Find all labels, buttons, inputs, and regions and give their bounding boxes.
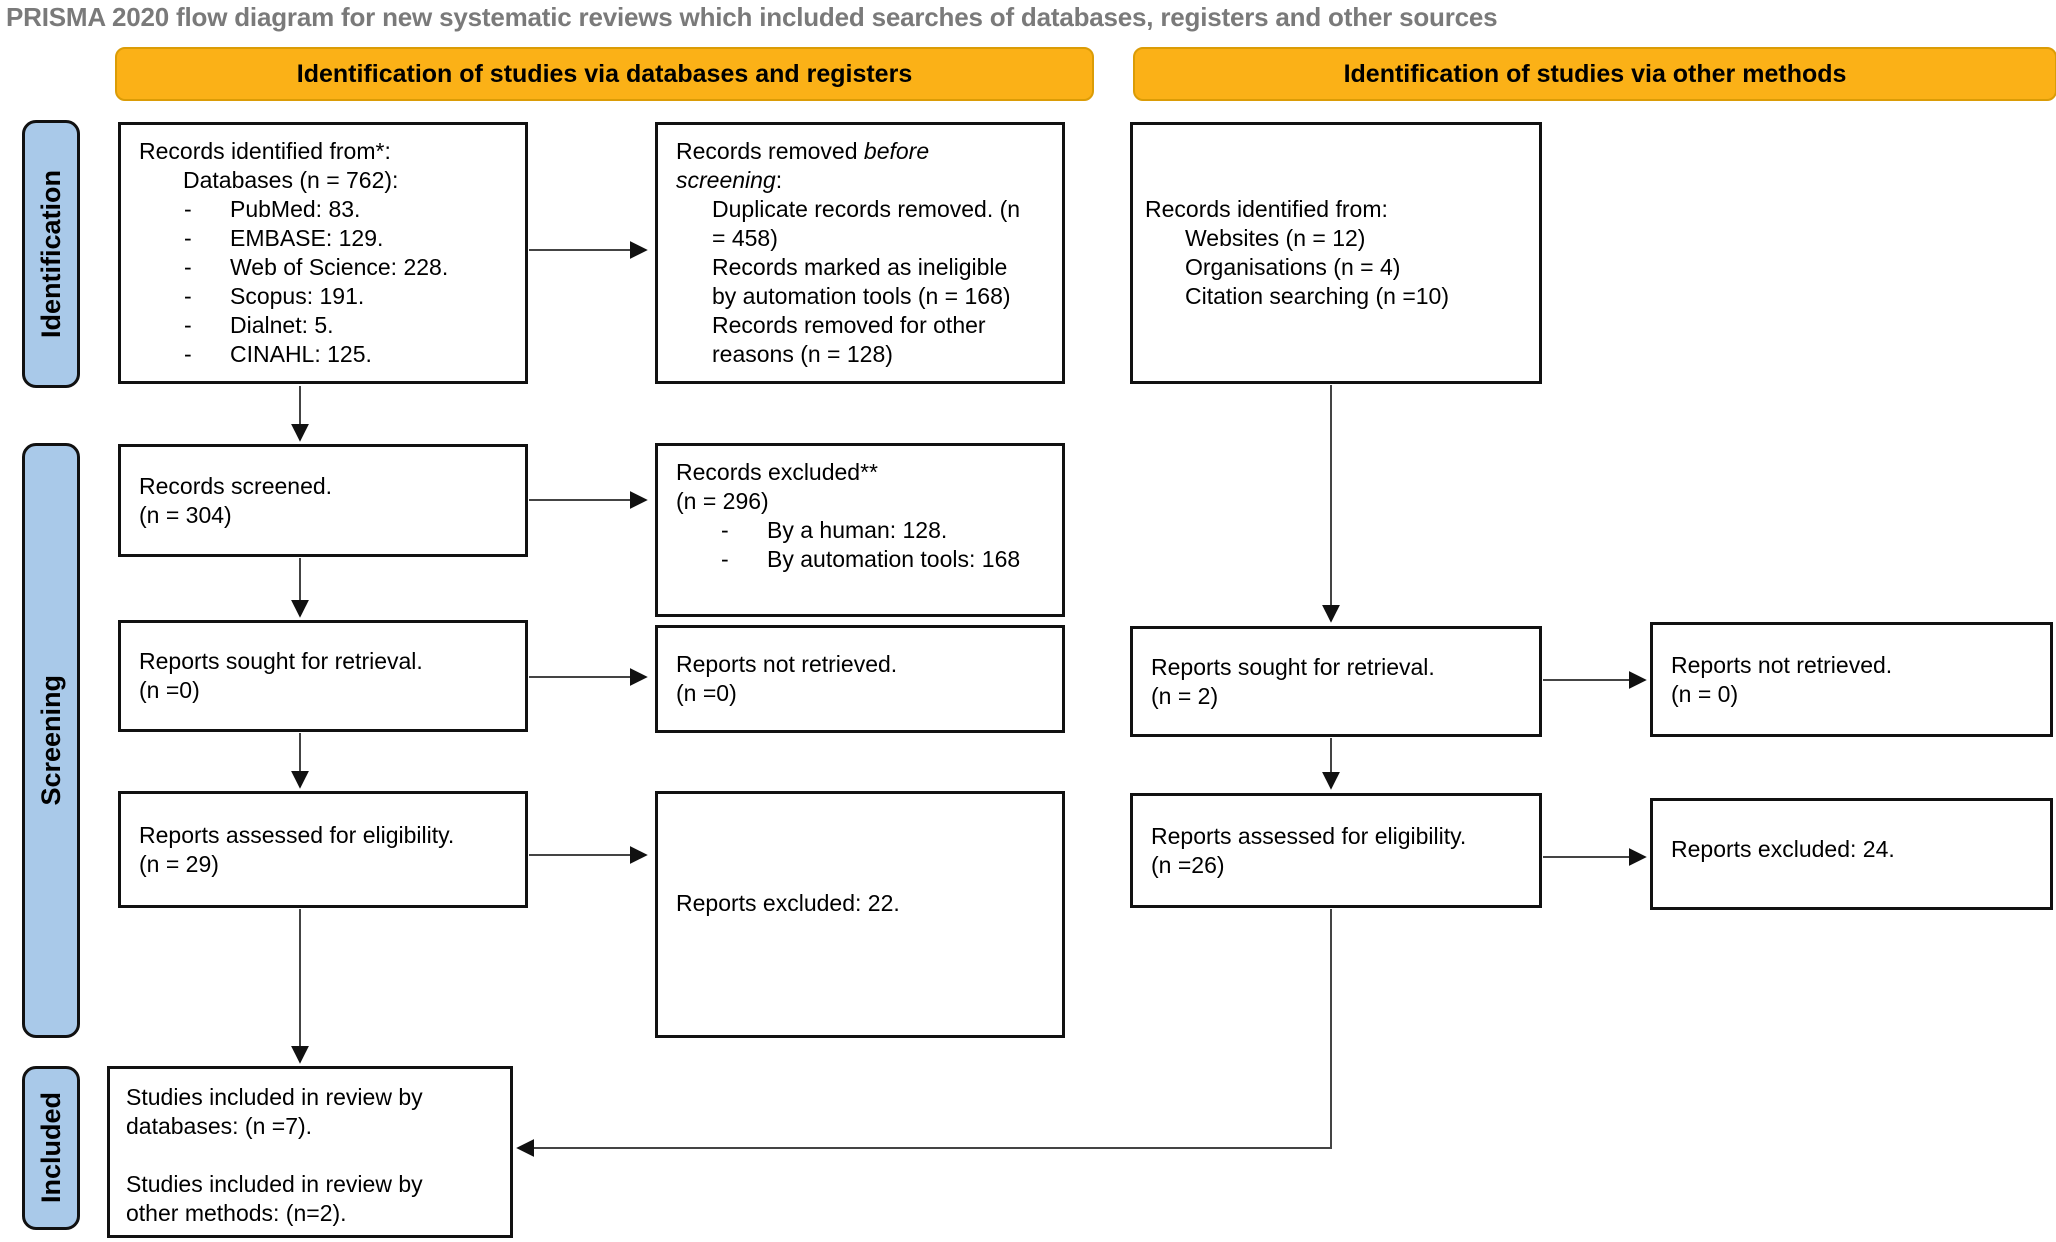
box-line: Reports excluded: 22. (676, 890, 900, 916)
list-item: - By automation tools: 168 (721, 546, 1021, 572)
box-line: Citation searching (n =10) (1185, 283, 1450, 309)
stage-included (22, 1066, 80, 1230)
list-item: - Scopus: 191. (184, 283, 365, 309)
box-line: Reports not retrieved. (1671, 651, 1893, 678)
list-item: - Web of Science: 228. (184, 254, 449, 280)
box-line: Databases (n = 762): (183, 167, 399, 193)
box-line: Records screened. (139, 472, 333, 499)
stage-screening (22, 443, 80, 1038)
list-item: - EMBASE: 129. (184, 225, 384, 251)
box-line: (n = 29) (139, 850, 219, 877)
box-line: (n = 296) (676, 488, 769, 514)
box-line: Reports excluded: 24. (1671, 836, 1895, 862)
box-records-removed-before-screening (655, 122, 1065, 384)
box-reports-sought-other (1130, 626, 1542, 737)
box-reports-sought-databases (118, 620, 528, 732)
box-reports-not-retrieved-other (1650, 622, 2053, 737)
stage-identification (22, 120, 80, 388)
box-reports-assessed-other (1130, 793, 1542, 908)
box-line: (n =0) (676, 680, 737, 706)
stage-identification-label: Identification (35, 170, 66, 338)
box-reports-excluded-databases (655, 791, 1065, 1038)
box-records-identified-other (1130, 122, 1542, 384)
box-records-identified-databases (118, 122, 528, 384)
list-item: - PubMed: 83. (184, 196, 361, 222)
box-reports-assessed-databases (118, 791, 528, 908)
box-line: Studies included in review by other methods: (n=2). (126, 1171, 423, 1226)
box-line: Records identified from: (1145, 196, 1388, 222)
box-line: Reports assessed for eligibility. (1151, 822, 1467, 849)
band-header-other-methods: Identification of studies via other methods (1133, 47, 2056, 101)
list-item: - Dialnet: 5. (184, 312, 334, 338)
box-line: Records removed for other reasons (n = 128) (712, 312, 986, 367)
box-line: Records removed before screening: (676, 138, 930, 193)
box-studies-included (107, 1066, 513, 1238)
box-line: Records excluded** (676, 459, 879, 485)
box-line: Records identified from*: (139, 138, 391, 164)
stage-screening-label: Screening (35, 675, 66, 806)
box-records-screened (118, 444, 528, 557)
box-line: (n = 304) (139, 501, 232, 528)
box-reports-excluded-other (1650, 798, 2053, 910)
band-header-databases-registers: Identification of studies via databases and registers (115, 47, 1094, 101)
box-line: Studies included in review by databases: (n =7). (126, 1084, 423, 1139)
box-line: Reports sought for retrieval. (139, 648, 423, 674)
box-line: Reports sought for retrieval. (1151, 653, 1435, 680)
box-line: Duplicate records removed. (n = 458) (712, 196, 1021, 251)
list-item: - By a human: 128. (721, 517, 948, 543)
box-line: Reports assessed for eligibility. (139, 821, 455, 848)
box-line: (n =0) (139, 677, 200, 703)
box-line: Reports not retrieved. (676, 651, 898, 677)
diagram-title: PRISMA 2020 flow diagram for new systematic reviews which included searches of databases, registers and other sources (6, 2, 1498, 32)
box-line: Organisations (n = 4) (1185, 254, 1401, 280)
box-records-excluded (655, 443, 1065, 617)
box-line: (n = 0) (1671, 680, 1739, 707)
box-line: (n = 2) (1151, 682, 1219, 709)
list-item: - CINAHL: 125. (184, 341, 372, 367)
box-reports-not-retrieved-databases (655, 625, 1065, 733)
box-line: (n =26) (1151, 851, 1225, 878)
stage-included-label: Included (35, 1092, 66, 1204)
box-line: Websites (n = 12) (1185, 225, 1366, 251)
box-line: Records marked as ineligible by automation tools (n = 168) (712, 254, 1011, 309)
